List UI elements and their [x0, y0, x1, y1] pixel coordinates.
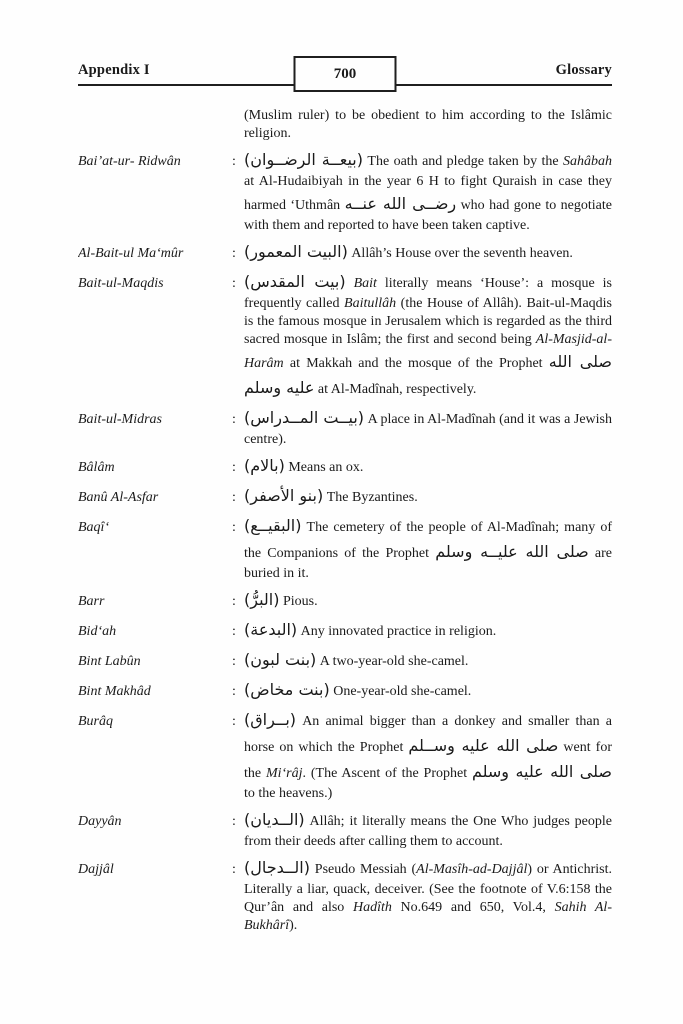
text-segment: One-year-old she-camel. — [329, 684, 472, 699]
entry-separator: : — [232, 814, 236, 829]
text-segment: are buried in it. — [244, 546, 612, 581]
entry-term: Barr — [78, 594, 105, 609]
entry-definition — [244, 405, 612, 449]
text-segment: The oath and pledge taken by the — [363, 154, 564, 169]
text-segment: A place in Al-Madînah (and it was a Jewish centre). — [244, 412, 613, 447]
arabic-text: (البدعة) — [244, 620, 298, 639]
arabic-text: (بــراق) — [244, 710, 297, 729]
glossary-entry-row — [78, 269, 612, 401]
page-number-box — [294, 56, 397, 92]
entry-definition — [244, 647, 612, 673]
page-number: 700 — [333, 65, 357, 82]
glossary-entry-row — [78, 647, 612, 673]
text-segment: at Makkah and the mosque of the Prophet — [283, 356, 549, 371]
entry-term: Burâq — [78, 714, 113, 729]
entry-definition — [244, 677, 612, 703]
arabic-text: (بيــت المــدراس) — [244, 408, 365, 427]
entry-definition — [244, 453, 612, 479]
header-section-label: Appendix I — [78, 62, 150, 78]
arabic-text: (الــديان) — [244, 810, 305, 829]
italic-text: Baitullâh — [344, 296, 397, 311]
arabic-text: رضــى الله عنــه — [344, 194, 457, 213]
entry-term: Bait-ul-Midras — [78, 412, 162, 427]
italic-text: Sahâbah — [563, 154, 613, 169]
arabic-text: (البيت المعمور) — [244, 242, 348, 261]
entry-separator: : — [232, 460, 236, 475]
arabic-text: (بنت مخاض) — [244, 680, 330, 699]
entry-definition — [244, 483, 612, 509]
entry-term: Dajjâl — [78, 862, 114, 877]
italic-text: Al-Masjid-al-Harâm — [244, 332, 612, 371]
entry-term: Baqî‘ — [78, 520, 110, 535]
entry-definition — [244, 587, 612, 613]
glossary-entry-row — [78, 405, 612, 449]
glossary-entry-row — [78, 147, 612, 235]
arabic-text: (البرُّ) — [244, 590, 280, 609]
text-segment: ) or Antichrist. Literally a liar, quack, deceiver. (See the footnote of V.6:158 the Qur’ân and also — [244, 862, 612, 915]
glossary-entry-row — [78, 513, 612, 583]
arabic-text: (بنت لبون) — [244, 650, 317, 669]
text-segment: (the House of Allâh). Bait-ul-Maqdis is the famous mosque in Jerusalem which is regarded as the third sacred mosque in Islâm; the first and second being — [244, 296, 613, 347]
glossary-entry-row — [78, 587, 612, 613]
entry-separator: : — [232, 654, 236, 669]
arabic-text: (بيت المقدس) — [244, 272, 346, 291]
glossary-entry-row — [78, 807, 612, 851]
text-segment: went for the — [244, 740, 613, 781]
entry-term: Banû Al-Asfar — [78, 490, 159, 505]
entry-definition — [244, 707, 612, 803]
entry-definition — [244, 269, 612, 401]
entry-separator: : — [232, 520, 236, 535]
entry-separator: : — [232, 594, 236, 609]
text-segment: Pseudo Messiah ( — [309, 862, 417, 877]
text-segment: at Al-Hudaibiyah in the year 6 H to fight Quraish in case they harmed ‘Uthmân — [244, 174, 612, 213]
text-segment: Any innovated practice in religion. — [297, 624, 497, 639]
text-segment: to the heavens.) — [244, 786, 333, 801]
entry-definition — [244, 855, 612, 935]
entry-separator: : — [232, 276, 236, 291]
entry-definition — [244, 513, 612, 583]
arabic-text: (بالام) — [244, 456, 285, 475]
text-segment: The cemetery of the people of Al-Madînah; many of the Companions of the Prophet — [244, 520, 612, 561]
arabic-text: صلى الله عليه وسلم — [471, 762, 612, 781]
entry-definition — [244, 147, 612, 235]
entry-separator: : — [232, 714, 236, 729]
glossary-entry-row — [78, 239, 612, 265]
entry-separator: : — [232, 412, 236, 427]
text-segment: Means an ox. — [284, 460, 364, 475]
text-segment: at Al-Madînah, respectively. — [314, 382, 477, 397]
glossary-entry-row — [78, 855, 612, 935]
glossary-list — [78, 107, 612, 935]
italic-text: Bait — [353, 276, 377, 291]
text-segment: Allâh; it literally means the One Who judges people from their deeds after calling them to account. — [244, 814, 612, 849]
arabic-text: (الــدجال) — [244, 858, 310, 877]
entry-definition — [244, 807, 612, 851]
entry-separator: : — [232, 246, 236, 261]
page-header — [78, 56, 612, 94]
entry-separator: : — [232, 862, 236, 877]
arabic-text: صلى الله عليــه وسلم — [435, 542, 589, 561]
arabic-text: (البقيــع) — [244, 516, 302, 535]
arabic-text: (بنو الأصفر) — [244, 486, 324, 505]
arabic-text: (بيعــة الرضــوان) — [244, 150, 364, 169]
text-segment: (Muslim ruler) to be obedient to him according to the Islâmic religion. — [244, 108, 612, 141]
entry-term: Bint Labûn — [78, 654, 141, 669]
text-segment: An animal bigger than a donkey and smaller than a horse on which the Prophet — [244, 714, 612, 755]
entry-separator: : — [232, 490, 236, 505]
text-segment: . (The Ascent of the Prophet — [302, 766, 472, 781]
entry-separator: : — [232, 154, 236, 169]
italic-text: Hadîth — [352, 900, 392, 915]
text-segment: Allâh’s House over the seventh heaven. — [347, 246, 573, 261]
glossary-entry-row — [78, 107, 612, 143]
glossary-entry-row — [78, 617, 612, 643]
entry-term: Bâlâm — [78, 460, 115, 475]
entry-term: Al-Bait-ul Ma‘mûr — [78, 246, 184, 261]
text-segment: The Byzantines. — [323, 490, 418, 505]
text-segment: No.649 and 650, Vol.4, — [391, 900, 555, 915]
entry-definition — [244, 239, 612, 265]
italic-text: Sahih Al-Bukhârî — [244, 900, 612, 933]
entry-term: Bid‘ah — [78, 624, 117, 639]
entry-definition — [244, 617, 612, 643]
arabic-text: صلى الله عليه وسلم — [244, 352, 612, 397]
arabic-text: صلى الله عليه وســلم — [408, 736, 559, 755]
entry-term: Bint Makhâd — [78, 684, 151, 699]
text-segment: who had gone to negotiate with them and reported to have been taken captive. — [244, 198, 612, 233]
glossary-entry-row — [78, 483, 612, 509]
text-segment — [346, 276, 354, 291]
text-segment: ). — [289, 918, 298, 933]
entry-term: Bai’at-ur- Ridwân — [78, 154, 181, 169]
glossary-entry-row — [78, 453, 612, 479]
glossary-entry-row — [78, 677, 612, 703]
entry-term: Bait-ul-Maqdis — [78, 276, 164, 291]
entry-separator: : — [232, 684, 236, 699]
glossary-entry-row — [78, 707, 612, 803]
text-segment: Pious. — [279, 594, 318, 609]
text-segment: literally means ‘House’: a mosque is frequently called — [244, 276, 612, 311]
text-segment: A two-year-old she-camel. — [316, 654, 469, 669]
header-title-label: Glossary — [555, 62, 612, 78]
entry-definition — [244, 107, 612, 143]
italic-text: Al-Masîh-ad-Dajjâl — [416, 862, 528, 877]
entry-term: Dayyân — [78, 814, 122, 829]
italic-text: Mi‘râj — [265, 766, 303, 781]
entry-separator: : — [232, 624, 236, 639]
